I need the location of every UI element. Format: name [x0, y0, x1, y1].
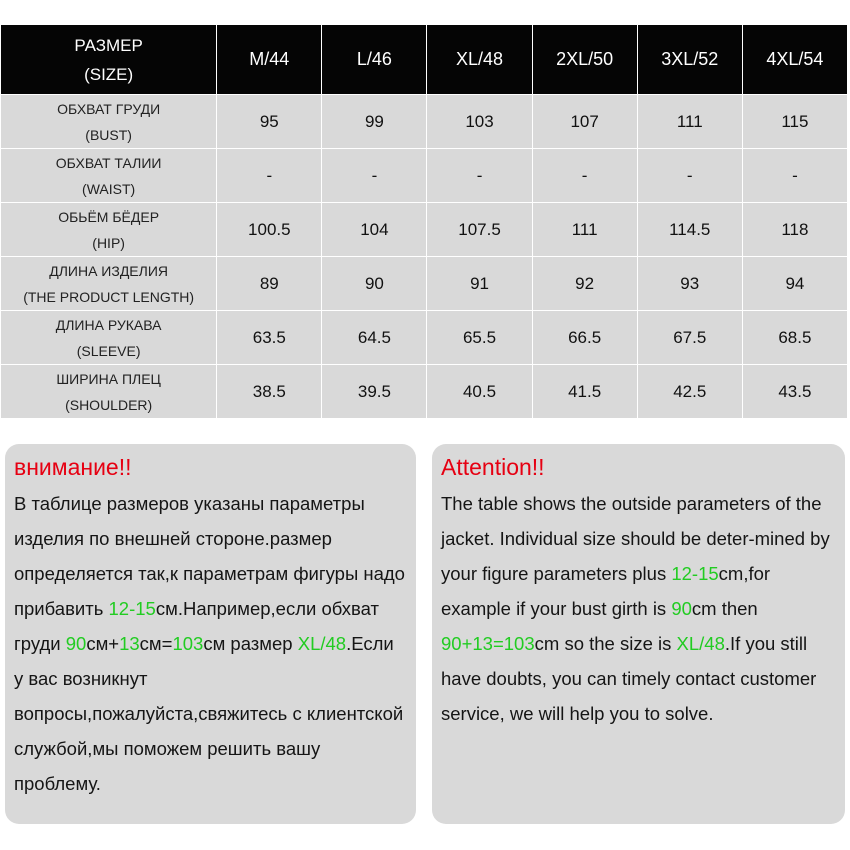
row-label: [1, 311, 217, 365]
size-header-row: [1, 25, 848, 95]
table-cell: 39.5: [322, 365, 427, 419]
table-cell: 64.5: [322, 311, 427, 365]
row-label-ru: ДЛИНА РУКАВА: [55, 316, 162, 333]
row-label-en: (BUST): [85, 126, 132, 143]
size-table: [0, 24, 848, 419]
notice-text-segment: cm then: [691, 598, 758, 619]
size-header-en: (SIZE): [84, 64, 134, 84]
table-cell: 103: [427, 95, 532, 149]
row-label: [1, 257, 217, 311]
table-cell: 99: [322, 95, 427, 149]
highlight-text: 13: [119, 633, 140, 654]
notice-title-russian: внимание!!: [14, 454, 132, 480]
table-row-waist: [1, 149, 848, 203]
notice-title-english: Attention!!: [441, 454, 545, 480]
highlight-text: XL/48: [676, 633, 725, 654]
size-col-header: 4XL/54: [742, 25, 847, 95]
table-cell: -: [742, 149, 847, 203]
row-label-en: (WAIST): [82, 180, 136, 197]
size-header-ru: РАЗМЕР: [74, 35, 143, 55]
row-label-ru: ШИРИНА ПЛЕЦ: [56, 370, 161, 387]
table-cell: -: [637, 149, 742, 203]
table-cell: 100.5: [217, 203, 322, 257]
table-cell: 91: [427, 257, 532, 311]
size-col-header: XL/48: [427, 25, 532, 95]
table-cell: 67.5: [637, 311, 742, 365]
row-label-ru: ОБХВАТ ГРУДИ: [57, 100, 161, 117]
row-label-ru: ОБЬЁМ БЁДЕР: [58, 208, 160, 225]
size-col-header: L/46: [322, 25, 427, 95]
table-cell: -: [532, 149, 637, 203]
table-cell: 66.5: [532, 311, 637, 365]
highlight-text: 103: [172, 633, 204, 654]
table-cell: 90: [322, 257, 427, 311]
row-label: [1, 149, 217, 203]
table-cell: 42.5: [637, 365, 742, 419]
table-cell: 104: [322, 203, 427, 257]
table-cell: 94: [742, 257, 847, 311]
notice-text-segment: см размер: [203, 633, 298, 654]
notice-box-russian: [5, 444, 416, 824]
table-cell: 92: [532, 257, 637, 311]
table-row-hip: [1, 203, 848, 257]
table-cell: 107: [532, 95, 637, 149]
table-cell: 41.5: [532, 365, 637, 419]
highlight-text: 12-15: [671, 563, 719, 584]
notice-text-segment: .If you still have doubts, you can timely contact customer service, we will help you to solve.: [441, 633, 817, 724]
highlight-text: 90: [671, 598, 692, 619]
notice-text-segment: The table shows the outside parameters of the jacket. Individual size should be deter-mined by your figure parameters plus: [441, 493, 830, 584]
size-col-header: 2XL/50: [532, 25, 637, 95]
notice-text-segment: см+: [86, 633, 120, 654]
table-cell: 111: [637, 95, 742, 149]
size-col-header: 3XL/52: [637, 25, 742, 95]
notice-text-segment: см=: [139, 633, 173, 654]
table-row-length: [1, 257, 848, 311]
row-label: [1, 203, 217, 257]
table-cell: 118: [742, 203, 847, 257]
notice-text-segment: cm,for example if your bust girth is: [441, 563, 771, 619]
table-cell: 95: [217, 95, 322, 149]
row-label-ru: ДЛИНА ИЗДЕЛИЯ: [49, 262, 169, 279]
notice-text-russian: [14, 486, 406, 801]
notice-text-segment: .Если у вас возникнут вопросы,пожалуйста,свяжитесь с клиентской службой,мы поможем решить вашу проблему.: [14, 633, 404, 794]
table-cell: -: [217, 149, 322, 203]
table-cell: 65.5: [427, 311, 532, 365]
table-cell: 107.5: [427, 203, 532, 257]
notice-text-english: [441, 486, 835, 731]
size-col-header: M/44: [217, 25, 322, 95]
notice-text-segment: В таблице размеров указаны параметры изделия по внешней стороне.размер определяется так,к параметрам фигуры надо прибавить: [14, 493, 405, 619]
row-label-en: (SHOULDER): [65, 396, 153, 413]
table-cell: 93: [637, 257, 742, 311]
table-cell: -: [322, 149, 427, 203]
row-label-en: (HIP): [92, 234, 125, 251]
table-cell: 40.5: [427, 365, 532, 419]
table-cell: 68.5: [742, 311, 847, 365]
table-row-bust: [1, 95, 848, 149]
row-label: [1, 95, 217, 149]
table-cell: 114.5: [637, 203, 742, 257]
table-cell: 43.5: [742, 365, 847, 419]
highlight-text: 12-15: [108, 598, 156, 619]
table-row-sleeve: [1, 311, 848, 365]
table-cell: -: [427, 149, 532, 203]
row-label-en: (THE PRODUCT LENGTH): [23, 288, 195, 305]
table-cell: 115: [742, 95, 847, 149]
highlight-text: XL/48: [297, 633, 347, 654]
highlight-text: 90+13=103: [441, 633, 535, 654]
row-label-en: (SLEEVE): [76, 342, 141, 359]
row-label-ru: ОБХВАТ ТАЛИИ: [55, 154, 162, 171]
size-header-label: [1, 25, 217, 95]
table-cell: 38.5: [217, 365, 322, 419]
row-label: [1, 365, 217, 419]
table-cell: 63.5: [217, 311, 322, 365]
table-cell: 111: [532, 203, 637, 257]
notice-box-english: [432, 444, 845, 824]
table-cell: 89: [217, 257, 322, 311]
notice-text-segment: cm so the size is: [534, 633, 677, 654]
highlight-text: 90: [65, 633, 87, 654]
notice-text-segment: см.Например,если обхват груди: [14, 598, 379, 654]
table-row-shoulder: [1, 365, 848, 419]
